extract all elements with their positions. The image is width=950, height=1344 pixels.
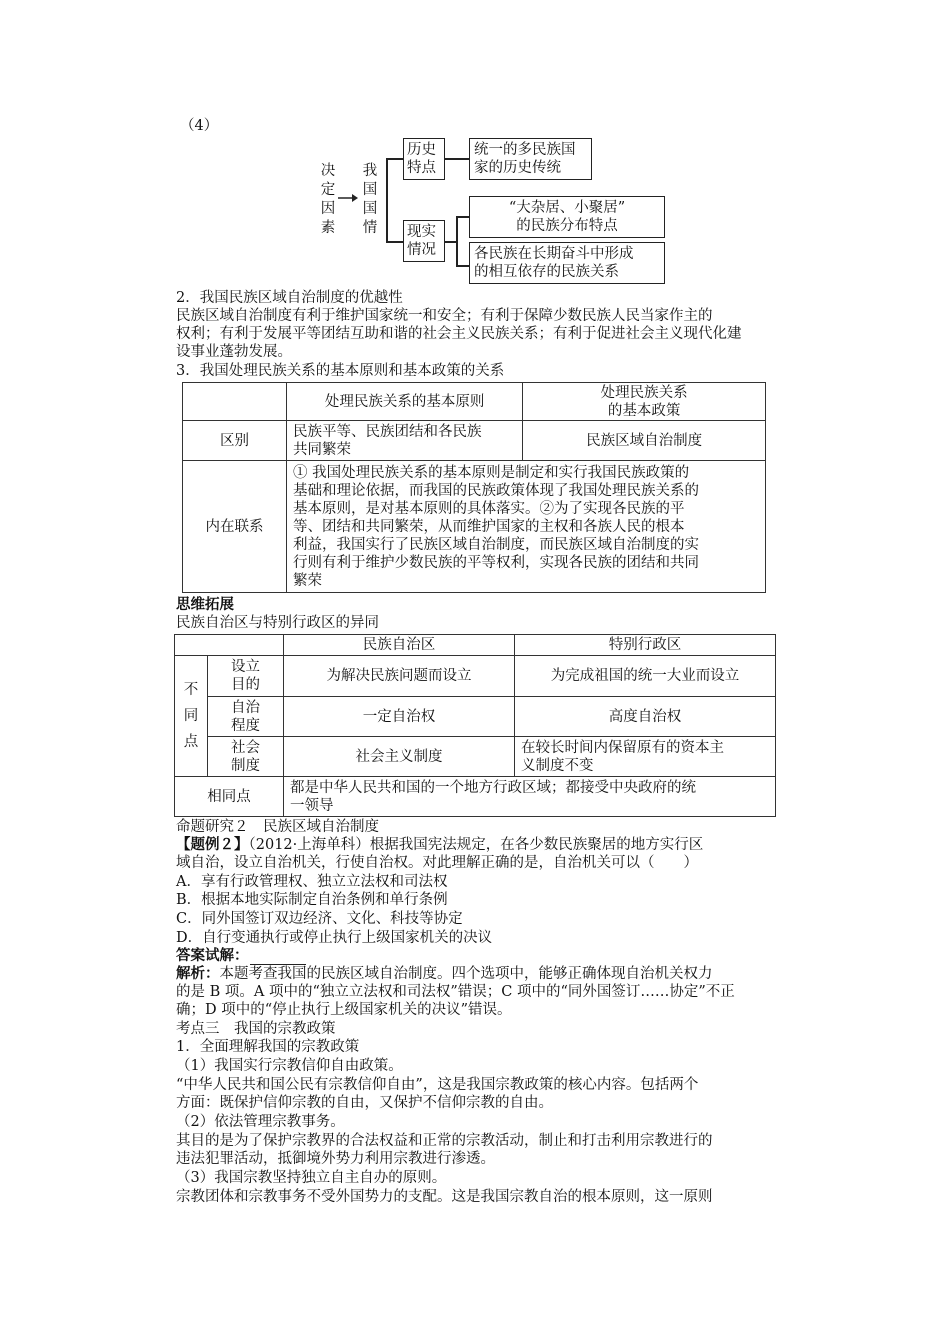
comparison-table xyxy=(174,634,776,817)
point-1-line-2: 方面：既保护信仰宗教的自由，又保护不信仰宗教的自由。 xyxy=(176,1095,553,1111)
history-text-box: 统一的多民族国 家的历史传统 xyxy=(469,138,592,180)
answer-label: 答案试解： xyxy=(176,947,249,964)
reality-bracket-bottom xyxy=(456,265,470,267)
point-2-line-1: 其目的是为了保护宗教界的合法权益和正常的宗教活动，制止和打击利用宗教进行的 xyxy=(176,1133,713,1149)
point-1: （1）我国实行宗教信仰自由政策。 xyxy=(176,1058,403,1074)
row-system-label: 社会 制度 xyxy=(208,737,284,777)
question-heading: 命题研究２ 民族区域自治制度 xyxy=(176,819,379,835)
col-policy-header: 处理民族关系 的基本政策 xyxy=(523,383,766,421)
row-connection-text: ① 我国处理民族关系的基本原则是制定和实行我国民族政策的 基础和理论依据，而我国的民族政策体现了我国处理民族关系的 基本原则，是对基本原则的具体落实。②为了实现各民族的平 等、团结和共同繁荣，从而维护国家的主权和各族人民的根本 利益，我国实行了民族区域自治制度，而民族区域自治制度的实 行则有利于维护少数民族的平等权利，实现各民族的团结和共同 繁荣 xyxy=(286,461,765,593)
question-stem-2: 域自治，设立自治机关，行使自治权。对此理解正确的是，自治机关可以（ ） xyxy=(176,855,698,871)
row-degree-c2: 高度自治权 xyxy=(515,697,776,737)
row-difference-principle: 民族平等、民族团结和各民族 共同繁荣 xyxy=(286,421,522,461)
option-c: C．同外国签订双边经济、文化、科技等协定 xyxy=(176,911,463,927)
bracket-main xyxy=(386,158,388,242)
reality-box: 现实 情况 xyxy=(403,220,445,262)
extension-title: 思维拓展 xyxy=(176,596,234,613)
section-3-title: 3．我国处理民族关系的基本原则和基本政策的关系 xyxy=(176,363,505,379)
analysis-line-3: 确；D 项中的“停止执行上级国家机关的决议”错误。 xyxy=(176,1002,512,1018)
section-2-title: 2．我国民族区域自治制度的优越性 xyxy=(176,290,403,306)
national-condition-text: 我 国 国 情 xyxy=(362,163,378,236)
section-2-line-2: 权利；有利于发展平等团结互助和谐的社会主义民族关系；有利于促进社会主义现代化建 xyxy=(176,326,742,342)
point-2-line-2: 违法犯罪活动，抵御境外势力利用宗教进行渗透。 xyxy=(176,1151,495,1167)
history-box: 历史 特点 xyxy=(403,138,445,180)
diff-label: 不 同 点 xyxy=(175,656,208,777)
row-connection-label: 内在联系 xyxy=(183,461,287,593)
header-autonomous-region: 民族自治区 xyxy=(284,635,515,656)
principle-policy-table xyxy=(182,382,766,593)
row-same-text: 都是中华人民共和国的一个地方行政区域；都接受中央政府的统 一领导 xyxy=(284,777,776,817)
extension-subtitle: 民族自治区与特别行政区的异同 xyxy=(176,615,379,631)
point-3: （3）我国宗教坚持独立自主自办的原则。 xyxy=(176,1170,447,1186)
diagram-label: （4） xyxy=(180,118,219,134)
history-connector xyxy=(445,158,470,160)
row-difference-label: 区别 xyxy=(183,421,287,461)
bracket-top xyxy=(386,158,404,160)
col-principle-header: 处理民族关系的基本原则 xyxy=(286,383,522,421)
bracket-bottom xyxy=(386,241,404,243)
arrow-icon xyxy=(338,192,358,204)
topic-3-title: 1．全面理解我国的宗教政策 xyxy=(176,1039,360,1055)
section-2-line-3: 设事业蓬勃发展。 xyxy=(176,344,292,360)
option-a: A．享有行政管理权、独立立法权和司法权 xyxy=(176,874,448,890)
row-purpose-c1: 为解决民族问题而设立 xyxy=(284,656,515,697)
decisive-factor-text: 决 定 因 素 xyxy=(320,163,336,236)
header-special-region: 特别行政区 xyxy=(515,635,776,656)
topic-3-heading: 考点三 我国的宗教政策 xyxy=(176,1021,336,1037)
row-degree-c1: 一定自治权 xyxy=(284,697,515,737)
reality-bracket-top xyxy=(456,216,470,218)
section-2-line-1: 民族区域自治制度有利于维护国家统一和安全；有利于保障少数民族人民当家作主的 xyxy=(176,308,713,324)
row-purpose-c2: 为完成祖国的统一大业而设立 xyxy=(515,656,776,697)
row-same-label: 相同点 xyxy=(175,777,284,817)
analysis-line-2: 的是 B 项。A 项中的“独立立法权和司法权”错误；C 项中的“同外国签订……协定”不正 xyxy=(176,984,735,1000)
question-stem-1: 【题例２】（2012·上海单科）根据我国宪法规定，在各少数民族聚居的地方实行区 xyxy=(176,836,704,853)
row-system-c1: 社会主义制度 xyxy=(284,737,515,777)
point-1-line-1: “中华人民共和国公民有宗教信仰自由”，这是我国宗教政策的核心内容。包括两个 xyxy=(176,1077,699,1093)
reality-text-box-2: 各民族在长期奋斗中形成 的相互依存的民族关系 xyxy=(469,242,665,284)
point-3-line-1: 宗教团体和宗教事务不受外国势力的支配。这是我国宗教自治的根本原则，这一原则 xyxy=(176,1189,713,1205)
point-2: （2）依法管理宗教事务。 xyxy=(176,1114,345,1130)
row-degree-label: 自治 程度 xyxy=(208,697,284,737)
option-b: B．根据本地实际制定自治条例和单行条例 xyxy=(176,892,448,908)
row-system-c2: 在较长时间内保留原有的资本主 义制度不变 xyxy=(515,737,776,777)
row-difference-policy: 民族区域自治制度 xyxy=(523,421,766,461)
analysis-line-1: 解析：本题考查我国的民族区域自治制度。四个选项中，能够正确体现自治机关权力 xyxy=(176,965,713,982)
reality-bracket xyxy=(456,216,458,266)
reality-text-box-1: “大杂居、小聚居” 的民族分布特点 xyxy=(469,196,665,238)
option-d: D．自行变通执行或停止执行上级国家机关的决议 xyxy=(176,930,493,946)
row-purpose-label: 设立 目的 xyxy=(208,656,284,697)
